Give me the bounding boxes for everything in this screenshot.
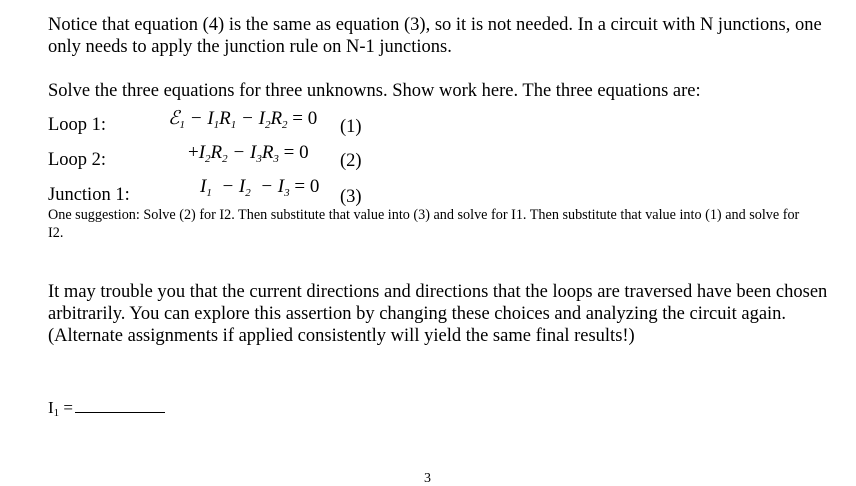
answer-variable: I: [48, 398, 54, 417]
junction-1-label: Junction 1:: [48, 185, 130, 205]
loop-2-label: Loop 2:: [48, 150, 107, 170]
answer-subscript: 1: [53, 407, 60, 419]
equation-3: $I_1 - I_2 - I_3 = 0$: [200, 176, 320, 199]
equation-2-number: (2): [340, 151, 362, 171]
equation-1: ℰ$_1$ − $I_1R_1 - I_2R_2 = 0$: [168, 108, 318, 131]
answer-line: [48, 397, 165, 424]
solve-instructions: Solve the three equations for three unknowns. Show work here. The three equations are:: [48, 81, 701, 101]
direction-note: It may trouble you that the current directions and directions that the loops are traversed have been chosen arbitrarily. You can explore this assertion by changing these choices and analyzing the circuit again. (Alternate assignments if applied consistently will yield the same final results!): [48, 282, 828, 346]
answer-equals: =: [59, 398, 74, 417]
equation-3-number: (3): [340, 187, 362, 207]
page-number: 3: [424, 471, 431, 486]
intro-paragraph: Notice that equation (4) is the same as equation (3), so it is not needed. In a circuit with N junctions, one only needs to apply the junction rule on N-1 junctions.: [48, 15, 822, 57]
solving-suggestion: One suggestion: Solve (2) for I2. Then substitute that value into (3) and solve for I1. Then substitute that value into (1) and solve for I2.: [48, 207, 800, 241]
equation-2: $+I_2R_2 - I_3R_3 = 0$: [188, 142, 309, 165]
answer-blank-field[interactable]: [75, 398, 165, 413]
equation-1-number: (1): [340, 117, 362, 137]
loop-1-label: Loop 1:: [48, 115, 107, 135]
